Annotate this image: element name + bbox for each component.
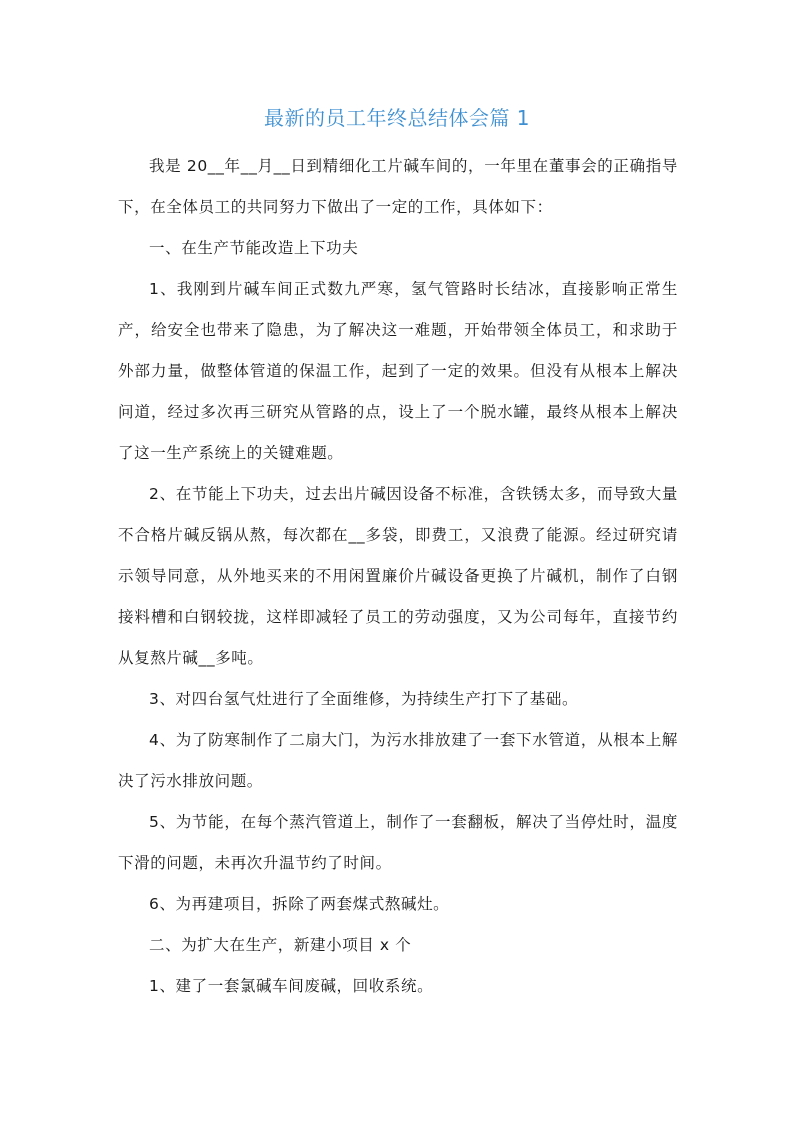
paragraph-item-6: 6、为再建项目，拆除了两套煤式熬碱灶。 <box>149 895 450 913</box>
paragraph-sub-item-1: 1、建了一套氯碱车间废碱，回收系统。 <box>149 977 434 995</box>
paragraph-item-3: 3、对四台氢气灶进行了全面维修，为持续生产打下了基础。 <box>149 690 579 708</box>
paragraph-item-5: 5、为节能，在每个蒸汽管道上，制作了一套翻板，解决了当停灶时，温度下滑的问题，未再次升温节约了时间。 <box>118 813 678 872</box>
paragraph-item-4: 4、为了防寒制作了二扇大门，为污水排放建了一套下水管道，从根本上解决了污水排放问题。 <box>118 731 678 790</box>
document-body <box>118 146 678 1007</box>
paragraph-item-2: 2、在节能上下功夫，过去出片碱因设备不标准，含铁锈太多，而导致大量不合格片碱反锅从熬，每次都在__多袋，即费工，又浪费了能源。经过研究请示领导同意，从外地买来的不用闲置廉价片碱设备更换了片碱机，制作了白钢接料槽和白钢较拢，这样即减轻了员工的劳动强度，又为公司每年，直接节约从复熬片碱__多吨。 <box>118 485 678 667</box>
document-title: 最新的员工年终总结体会篇 1 <box>263 106 531 130</box>
section-heading-2: 二、为扩大在生产，新建小项目 x 个 <box>149 936 412 954</box>
paragraph-intro: 我是 20__年__月__日到精细化工片碱车间的，一年里在董事会的正确指导下，在全体员工的共同努力下做出了一定的工作，具体如下： <box>118 157 678 216</box>
paragraph-item-1: 1、我刚到片碱车间正式数九严寒，氢气管路时长结冰，直接影响正常生产，给安全也带来了隐患，为了解决这一难题，开始带领全体员工，和求助于外部力量，做整体管道的保温工作，起到了一定的效果。但没有从根本上解决问道，经过多次再三研究从管路的点，设上了一个脱水罐，最终从根本上解决了这一生产系统上的关键难题。 <box>118 280 678 462</box>
section-heading-1: 一、在生产节能改造上下功夫 <box>149 239 359 257</box>
